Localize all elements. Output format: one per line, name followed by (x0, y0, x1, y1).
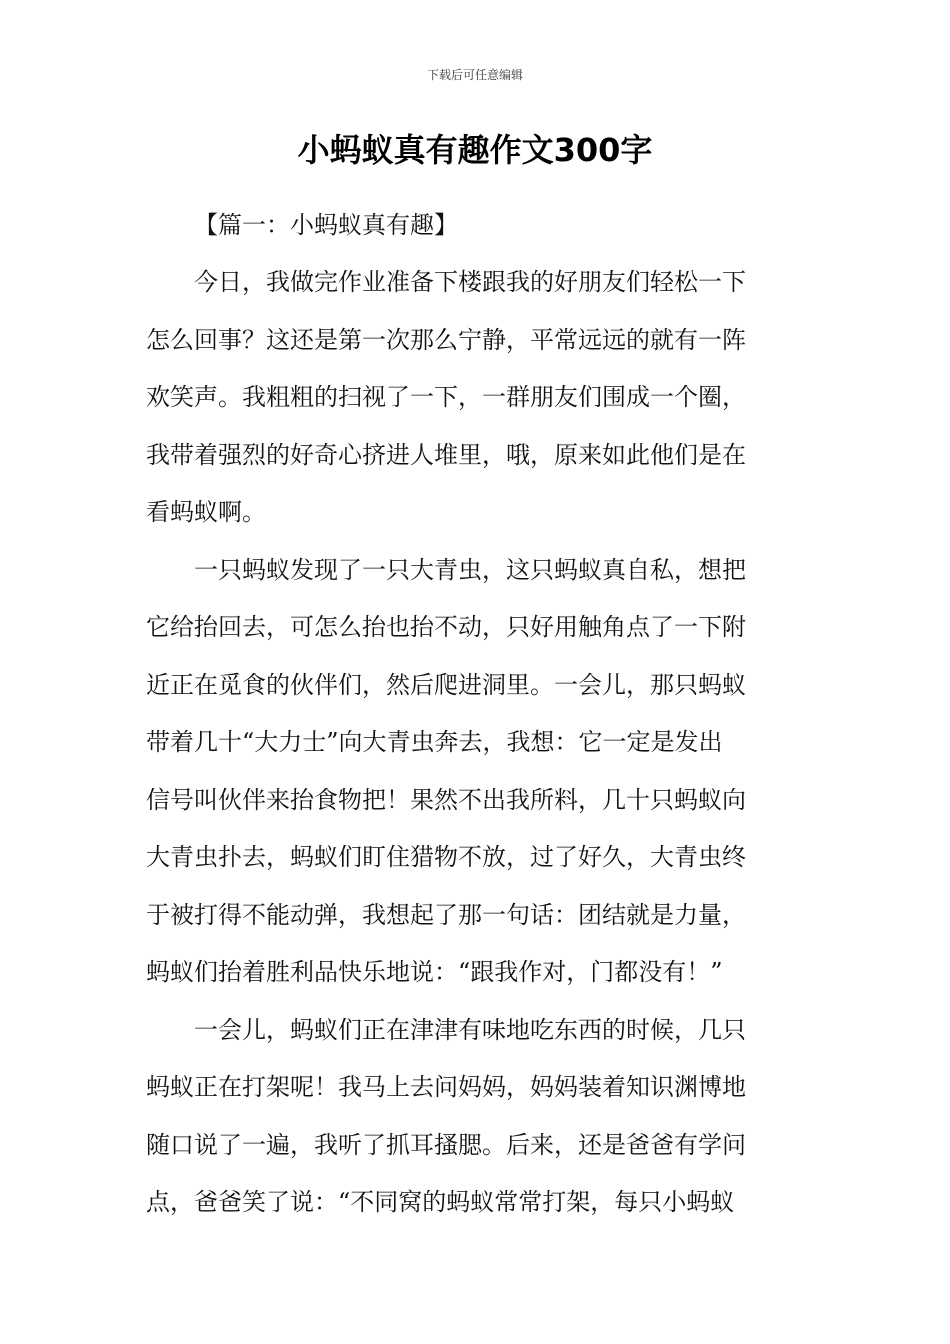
paragraph-line: 近正在觅食的伙伴们，然后爬进洞里。一会儿，那只蚂蚁 (146, 670, 746, 699)
document-body (146, 196, 806, 1232)
document-title: 小蚂蚁真有趣作文300字 (297, 131, 653, 169)
paragraph-line: 点，爸爸笑了说：“不同窝的蚂蚁常常打架，每只小蚂蚁 (146, 1188, 735, 1216)
paragraph-line: 带着几十“大力士”向大青虫奔去，我想：它一定是发出 (146, 728, 723, 756)
paragraph-line: 于被打得不能动弹，我想起了那一句话：团结就是力量， (146, 900, 746, 929)
paragraph-line: 信号叫伙伴来抬食物把！果然不出我所料，几十只蚂蚁向 (146, 785, 746, 814)
section-heading: 【篇一：小蚂蚁真有趣】 (194, 211, 458, 239)
paragraph-line: 随口说了一遍，我听了抓耳搔腮。后来，还是爸爸有学问 (146, 1130, 746, 1159)
paragraph-line: 一只蚂蚁发现了一只大青虫，这只蚂蚁真自私，想把 (194, 555, 746, 584)
paragraph-line: 蚂蚁们抬着胜利品快乐地说：“跟我作对，门都没有！” (146, 958, 723, 986)
paragraph-line: 我带着强烈的好奇心挤进人堆里，哦，原来如此他们是在 (146, 440, 746, 469)
paragraph-3 (146, 1002, 806, 1232)
paragraph-line: 怎么回事？这还是第一次那么宁静，平常远远的就有一阵 (146, 325, 746, 354)
header-note: 下载后可任意编辑 (426, 68, 523, 82)
paragraph-line: 一会儿，蚂蚁们正在津津有味地吃东西的时候，几只 (194, 1015, 746, 1044)
paragraph-line: 看蚂蚁啊。 (146, 498, 266, 526)
paragraph-1 (146, 254, 806, 542)
paragraph-line: 蚂蚁正在打架呢！我马上去问妈妈，妈妈装着知识渊博地 (146, 1073, 746, 1101)
paragraph-line: 欢笑声。我粗粗的扫视了一下，一群朋友们围成一个圈， (146, 383, 746, 411)
paragraph-line: 它给抬回去，可怎么抬也抬不动，只好用触角点了一下附 (146, 613, 746, 641)
paragraph-2 (146, 542, 806, 1002)
paragraph-line: 大青虫扑去，蚂蚁们盯住猎物不放，过了好久，大青虫终 (146, 843, 746, 871)
paragraph-line: 今日，我做完作业准备下楼跟我的好朋友们轻松一下 (194, 268, 746, 296)
